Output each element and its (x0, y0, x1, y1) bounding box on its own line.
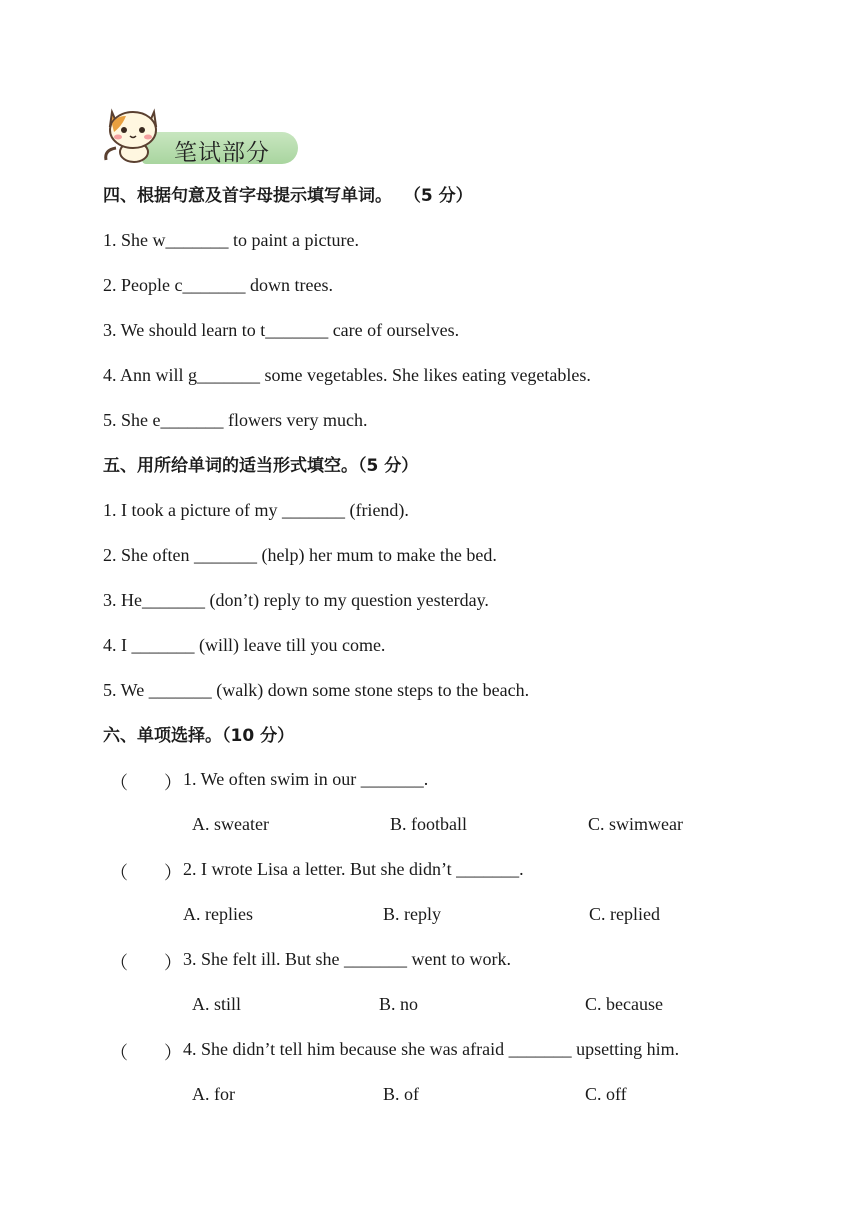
section-4-item-3: 3. We should learn to t_______ care of ourselves. (103, 320, 460, 340)
section-banner (102, 104, 302, 166)
question-1: 1. We often swim in our _______. (183, 769, 429, 789)
question-4-option-a: A. for (192, 1084, 235, 1104)
section-4-item-5: 5. She e_______ flowers very much. (103, 410, 368, 430)
question-4-option-c: C. off (585, 1084, 627, 1104)
answer-blank: （ ） (110, 953, 182, 973)
answer-blank: （ ） (110, 773, 182, 793)
section-5-item-4: 4. I _______ (will) leave till you come. (103, 635, 386, 655)
question-2: 2. I wrote Lisa a letter. But she didn’t _______. (183, 859, 524, 879)
section-4-item-4: 4. Ann will g_______ some vegetables. She likes eating vegetables. (103, 365, 591, 385)
question-3: 3. She felt ill. But she _______ went to work. (183, 949, 511, 969)
section-5-item-1: 1. I took a picture of my _______ (friend). (103, 500, 409, 520)
question-4-option-b: B. of (383, 1084, 419, 1104)
question-3-option-a: A. still (192, 994, 242, 1014)
section-5-item-3: 3. He_______ (don’t) reply to my question yesterday. (103, 590, 489, 610)
section-5-heading: 五、用所给单词的适当形式填空。（5 分） (103, 456, 419, 476)
question-3-option-c: C. because (585, 994, 663, 1014)
cat-mascot-icon (102, 104, 172, 166)
question-2-option-a: A. replies (183, 904, 253, 924)
answer-blank: （ ） (110, 1043, 182, 1063)
question-3-option-b: B. no (379, 994, 419, 1014)
section-5-item-2: 2. She often _______ (help) her mum to make the bed. (103, 545, 497, 565)
question-2-option-b: B. reply (383, 904, 441, 924)
section-4-item-2: 2. People c_______ down trees. (103, 275, 333, 295)
question-1-option-b: B. football (390, 814, 467, 834)
question-4: 4. She didn’t tell him because she was afraid _______ upsetting him. (183, 1039, 680, 1059)
question-1-option-a: A. sweater (192, 814, 269, 834)
question-2-option-c: C. replied (589, 904, 660, 924)
question-1-option-c: C. swimwear (588, 814, 683, 834)
section-5-item-5: 5. We _______ (walk) down some stone steps to the beach. (103, 680, 530, 700)
section-4-heading: 四、根据句意及首字母提示填写单词。 （5 分） (103, 186, 473, 206)
answer-blank: （ ） (110, 863, 182, 883)
section-4-item-1: 1. She w_______ to paint a picture. (103, 230, 359, 250)
section-6-heading: 六、单项选择。（10 分） (103, 726, 295, 746)
banner-title: 笔试部分 (174, 140, 270, 166)
